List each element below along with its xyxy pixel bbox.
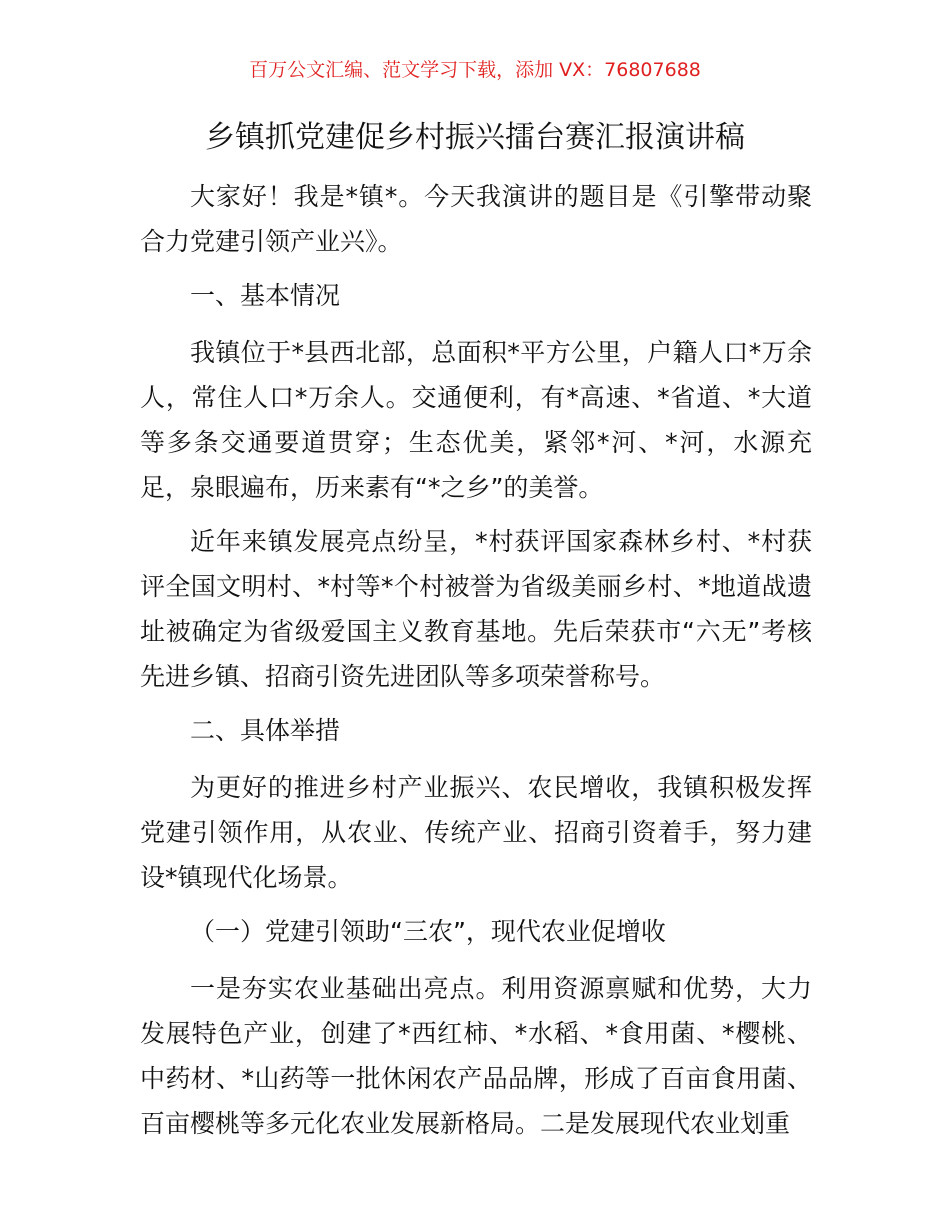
section-heading-basic-info: 一、基本情况 (190, 281, 341, 310)
watermark-header: 百万公文汇编、范文学习下载，添加 VX：76807688 (249, 59, 701, 81)
paragraph-highlights: 近年来镇发展亮点纷呈，*村获评国家森林乡村、*村获评全国文明村、*村等*个村被誉为省级美丽乡村、*地道战遗址被确定为省级爱国主义教育基地。先后荣获市“六无”考核先进乡镇、招商引资先进团队等多项荣誉称号。 (140, 527, 812, 691)
paragraph-measures-intro: 为更好的推进乡村产业振兴、农民增收，我镇积极发挥党建引领作用，从农业、传统产业、招商引资着手，努力建设*镇现代化场景。 (140, 773, 812, 892)
section-heading-measures: 二、具体举措 (190, 716, 341, 745)
paragraph-overview: 我镇位于*县西北部，总面积*平方公里，户籍人口*万余人，常住人口*万余人。交通便利，有*高速、*省道、*大道等多条交通要道贯穿；生态优美，紧邻*河、*河，水源充足，泉眼遍布，历来素有“*之乡”的美誉。 (140, 338, 812, 502)
document-body (140, 174, 812, 1146)
paragraph-agriculture: 一是夯实农业基础出亮点。利用资源禀赋和优势，大力发展特色产业，创建了*西红柿、*水稻、*食用菌、*樱桃、中药材、*山药等一批休闲农产品品牌，形成了百亩食用菌、百亩樱桃等多元化农业发展新格局。二是发展现代农业划重 (140, 974, 812, 1138)
subsection-heading-agriculture: （一）党建引领助“三农”，现代农业促增收 (190, 917, 666, 946)
paragraph-greeting: 大家好！我是*镇*。今天我演讲的题目是《引擎带动聚合力党建引领产业兴》。 (140, 182, 812, 256)
document-title: 乡镇抓党建促乡村振兴擂台赛汇报演讲稿 (205, 120, 745, 155)
